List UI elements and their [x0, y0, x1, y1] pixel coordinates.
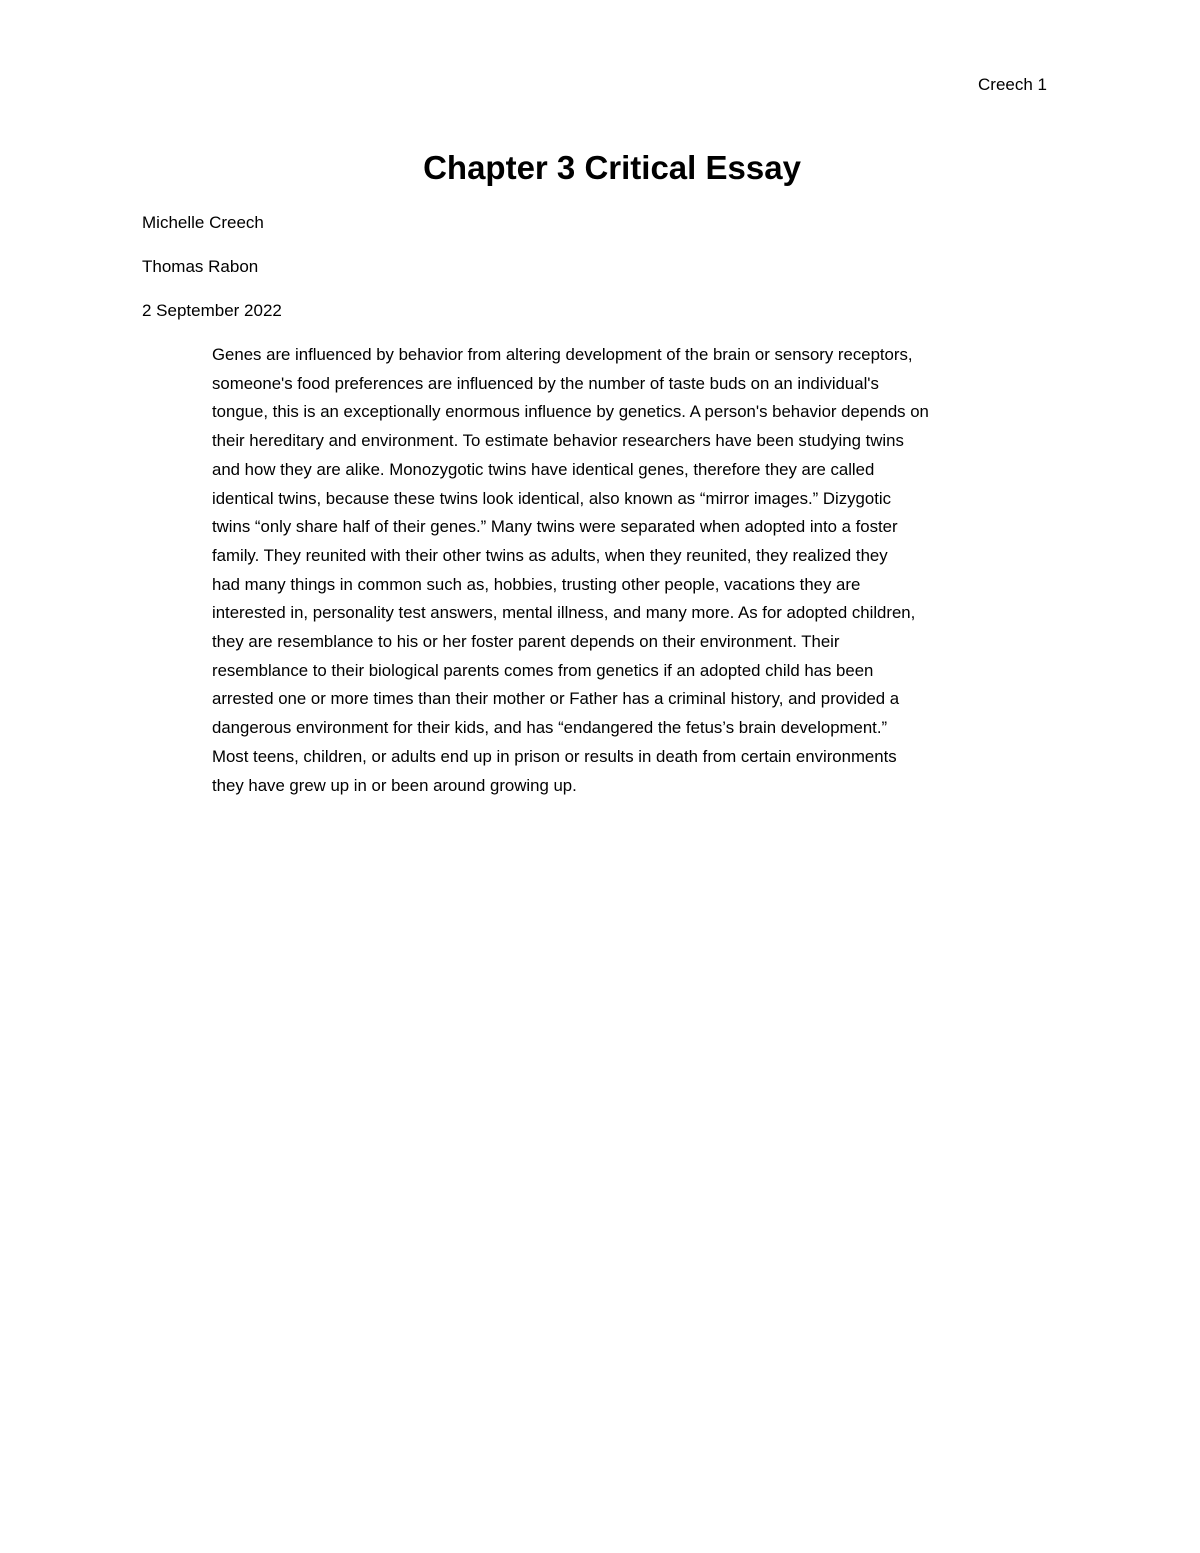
body-line: tongue, this is an exceptionally enormous influence by genetics. A person's behavior depends on: [212, 402, 929, 422]
body-line: dangerous environment for their kids, and has “endangered the fetus’s brain development.”: [212, 718, 888, 738]
body-line: their hereditary and environment. To estimate behavior researchers have been studying twins: [212, 431, 904, 451]
essay-body: [212, 341, 1062, 800]
body-line: twins “only share half of their genes.” Many twins were separated when adopted into a foster: [212, 517, 898, 537]
body-line: they have grew up in or been around growing up.: [212, 775, 577, 795]
body-line: Genes are influenced by behavior from altering development of the brain or sensory receptors,: [212, 345, 913, 364]
body-line: someone's food preferences are influenced by the number of taste buds on an individual's: [212, 373, 879, 393]
body-line: Most teens, children, or adults end up in prison or results in death from certain environments: [212, 746, 897, 766]
body-line: interested in, personality test answers, mental illness, and many more. As for adopted children,: [212, 603, 916, 623]
body-line: arrested one or more times than their mother or Father has a criminal history, and provided a: [212, 689, 900, 709]
instructor-name: Thomas Rabon: [142, 257, 259, 276]
essay-date: 2 September 2022: [142, 301, 282, 320]
author-name: Michelle Creech: [142, 213, 264, 232]
body-line: had many things in common such as, hobbies, trusting other people, vacations they are: [212, 574, 861, 594]
running-head: Creech 1: [978, 75, 1047, 94]
body-line: they are resemblance to his or her foster parent depends on their environment. Their: [212, 632, 840, 652]
essay-title: Chapter 3 Critical Essay: [423, 149, 801, 186]
body-line: and how they are alike. Monozygotic twins have identical genes, therefore they are called: [212, 459, 875, 479]
body-line: family. They reunited with their other twins as adults, when they reunited, they realized they: [212, 545, 888, 565]
body-line: identical twins, because these twins look identical, also known as “mirror images.” Dizygotic: [212, 488, 891, 508]
body-line: resemblance to their biological parents comes from genetics if an adopted child has been: [212, 660, 874, 680]
